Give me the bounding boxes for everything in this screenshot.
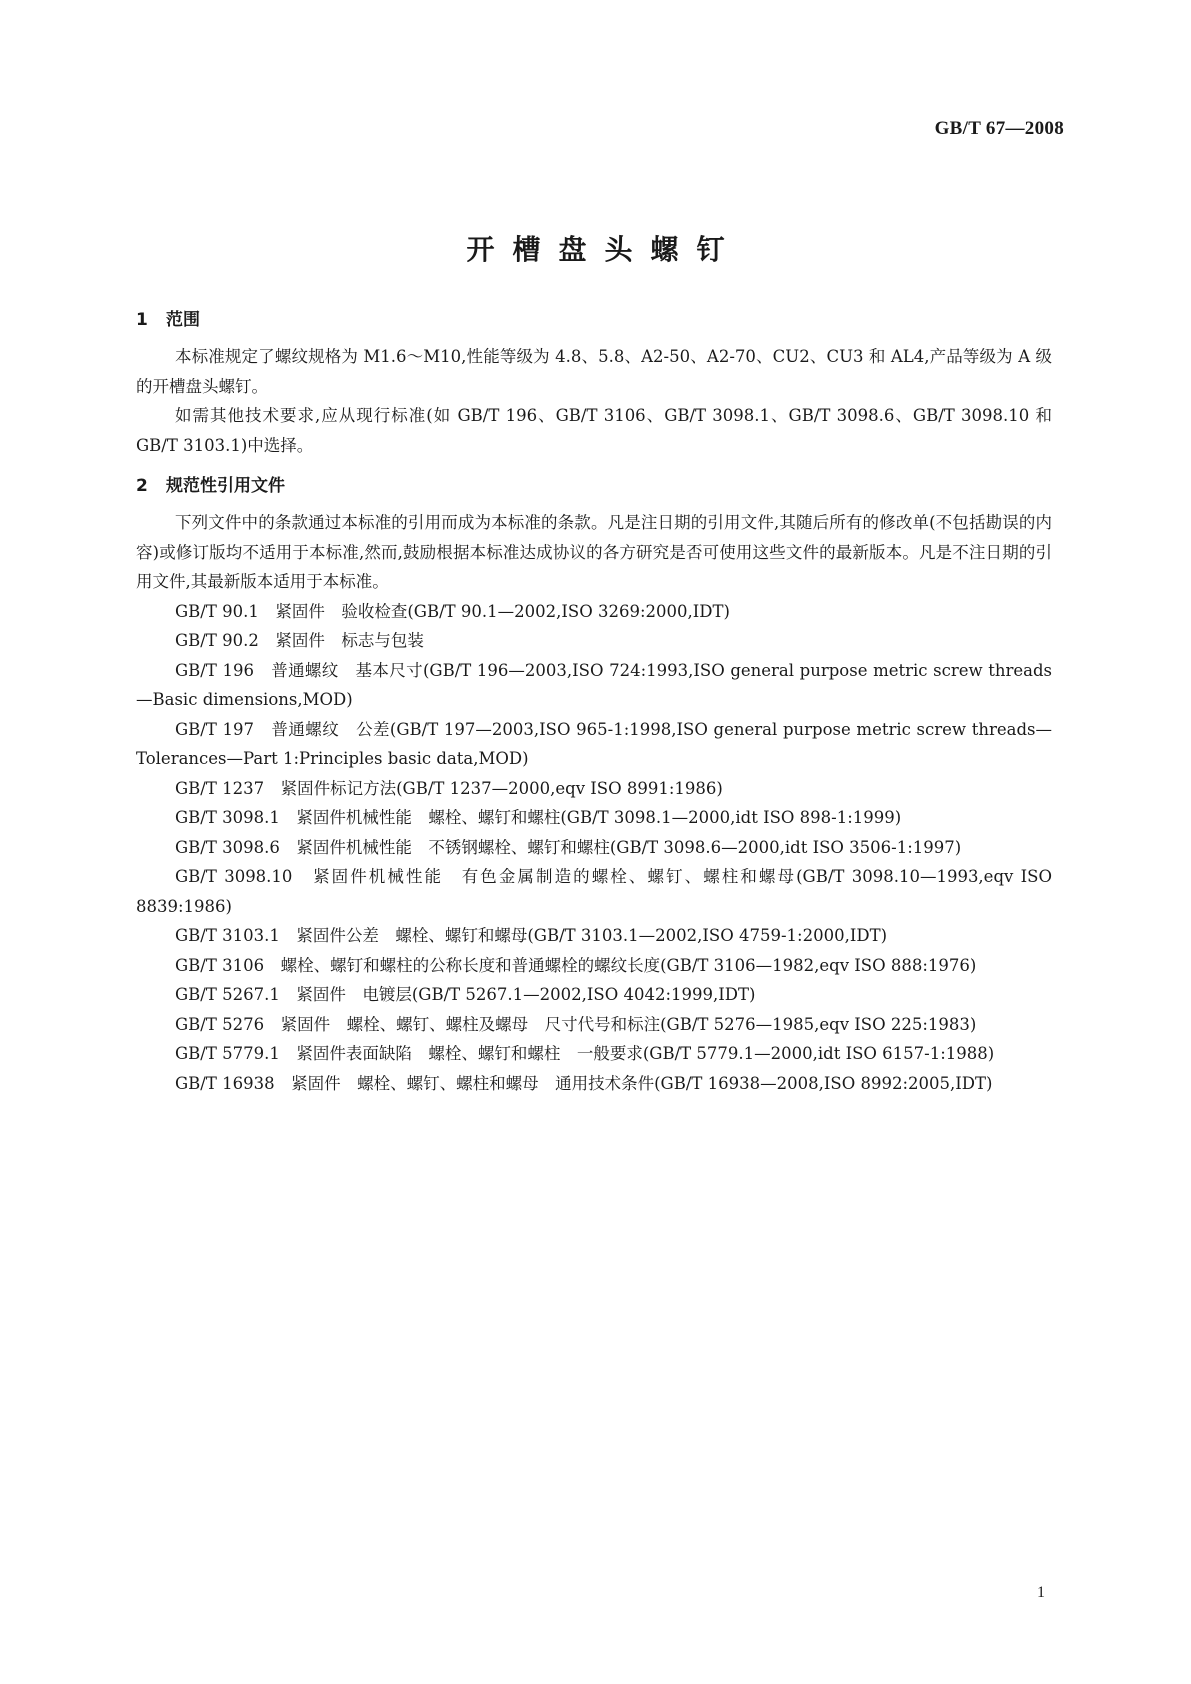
reference-item: GB/T 3098.6 紧固件机械性能 不锈钢螺栓、螺钉和螺柱(GB/T 3098.6—2000,idt ISO 3506-1:1997) bbox=[175, 837, 962, 857]
reference-item: GB/T 3098.10 紧固件机械性能 有色金属制造的螺栓、螺钉、螺柱和螺母(GB/T 3098.10—1993,eqv ISO 8839:1986) bbox=[136, 867, 1052, 916]
section-2-body bbox=[136, 508, 1052, 1098]
section-1-heading bbox=[136, 305, 200, 330]
standard-code: GB/T 67—2008 bbox=[934, 118, 1064, 139]
reference-item: GB/T 90.2 紧固件 标志与包装 bbox=[175, 631, 424, 650]
section-1-title: 范围 bbox=[166, 310, 200, 330]
reference-item: GB/T 90.1 紧固件 验收检查(GB/T 90.1—2002,ISO 3269:2000,IDT) bbox=[175, 601, 730, 621]
reference-item: GB/T 3098.1 紧固件机械性能 螺栓、螺钉和螺柱(GB/T 3098.1—2000,idt ISO 898-1:1999) bbox=[175, 808, 902, 827]
reference-item: GB/T 5779.1 紧固件表面缺陷 螺栓、螺钉和螺柱 一般要求(GB/T 5779.1—2000,idt ISO 6157-1:1988) bbox=[175, 1044, 995, 1063]
section-2-number: 2 bbox=[136, 476, 148, 496]
section-2-title: 规范性引用文件 bbox=[166, 476, 285, 496]
reference-item: GB/T 5267.1 紧固件 电镀层(GB/T 5267.1—2002,ISO 4042:1999,IDT) bbox=[175, 985, 756, 1004]
reference-item: GB/T 3103.1 紧固件公差 螺栓、螺钉和螺母(GB/T 3103.1—2002,ISO 4759-1:2000,IDT) bbox=[175, 926, 888, 945]
reference-item: GB/T 3106 螺栓、螺钉和螺柱的公称长度和普通螺栓的螺纹长度(GB/T 3106—1982,eqv ISO 888:1976) bbox=[175, 955, 977, 975]
section-1-paragraph: 如需其他技术要求,应从现行标准(如 GB/T 196、GB/T 3106、GB/T 3098.1、GB/T 3098.6、GB/T 3098.10 和 GB/T 3103.1)中选择。 bbox=[136, 406, 1052, 455]
section-2-heading bbox=[136, 471, 285, 496]
section-1-body bbox=[136, 342, 1052, 460]
reference-item: GB/T 196 普通螺纹 基本尺寸(GB/T 196—2003,ISO 724:1993,ISO general purpose metric screw threads—Basic dimensions,MOD) bbox=[136, 660, 1052, 709]
reference-item: GB/T 197 普通螺纹 公差(GB/T 197—2003,ISO 965-1:1998,ISO general purpose metric screw threads—Tolerances—Part 1:Principles basic data,MOD) bbox=[136, 719, 1052, 768]
reference-item: GB/T 1237 紧固件标记方法(GB/T 1237—2000,eqv ISO 8991:1986) bbox=[175, 778, 723, 798]
page-number: 1 bbox=[1037, 1584, 1045, 1601]
section-1-paragraph: 本标准规定了螺纹规格为 M1.6～M10,性能等级为 4.8、5.8、A2-50、A2-70、CU2、CU3 和 AL4,产品等级为 A 级的开槽盘头螺钉。 bbox=[136, 347, 1052, 396]
document-title: 开槽盘头螺钉 bbox=[466, 233, 743, 266]
section-2-intro: 下列文件中的条款通过本标准的引用而成为本标准的条款。凡是注日期的引用文件,其随后所有的修改单(不包括勘误的内容)或修订版均不适用于本标准,然而,鼓励根据本标准达成协议的各方研究是否可使用这些文件的最新版本。凡是不注日期的引用文件,其最新版本适用于本标准。 bbox=[136, 513, 1052, 591]
reference-item: GB/T 16938 紧固件 螺栓、螺钉、螺柱和螺母 通用技术条件(GB/T 16938—2008,ISO 8992:2005,IDT) bbox=[175, 1073, 993, 1093]
section-1-number: 1 bbox=[136, 310, 148, 330]
reference-item: GB/T 5276 紧固件 螺栓、螺钉、螺柱及螺母 尺寸代号和标注(GB/T 5276—1985,eqv ISO 225:1983) bbox=[175, 1014, 977, 1034]
